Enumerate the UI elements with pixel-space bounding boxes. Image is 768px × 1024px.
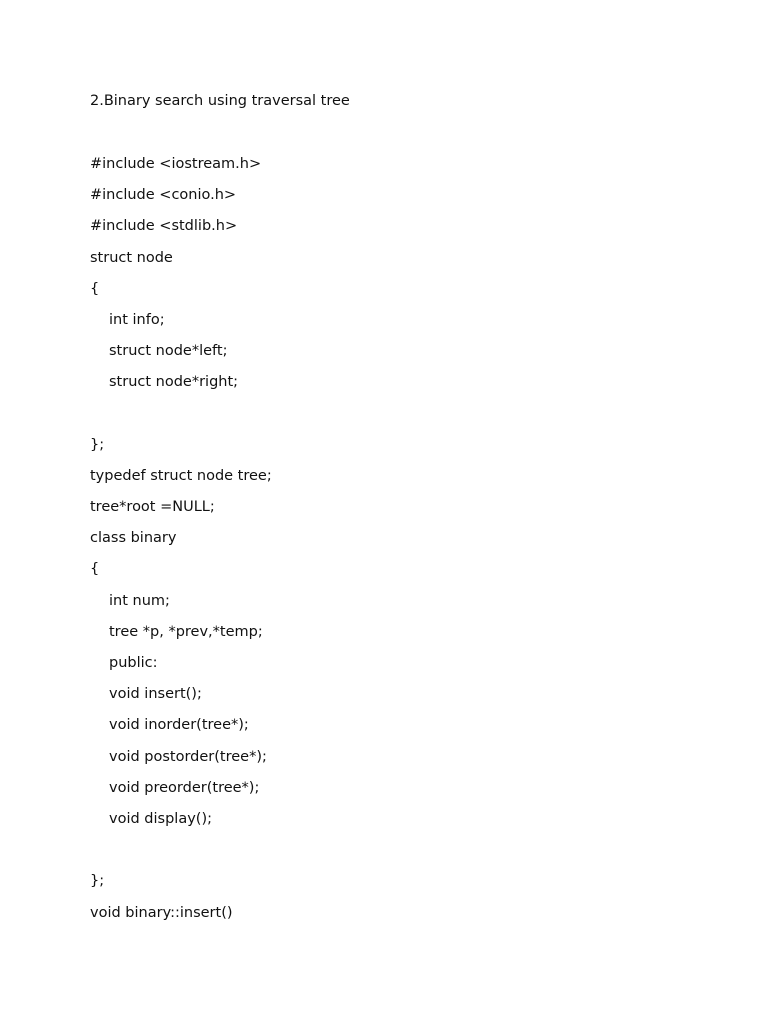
blank-line xyxy=(90,404,272,435)
code-line: tree *p, *prev,*temp; xyxy=(109,623,263,640)
code-line: void preorder(tree*); xyxy=(109,779,260,796)
code-line: struct node*left; xyxy=(109,343,228,360)
code-line: void inorder(tree*); xyxy=(109,717,249,734)
code-line: }; xyxy=(90,436,105,453)
code-line: void insert(); xyxy=(109,686,202,703)
code-line: }; xyxy=(90,873,105,890)
blank-line xyxy=(90,840,272,871)
code-line: void display(); xyxy=(109,810,212,827)
code-line: int info; xyxy=(109,311,165,328)
code-line: void postorder(tree*); xyxy=(109,748,267,765)
code-line: #include <iostream.h> xyxy=(90,156,262,172)
code-line: typedef struct node tree; xyxy=(90,467,272,484)
code-line: tree*root =NULL; xyxy=(90,499,215,516)
code-line: void binary::insert() xyxy=(90,904,233,921)
code-line: class binary xyxy=(90,530,177,547)
code-block xyxy=(90,154,272,934)
code-line: { xyxy=(90,561,100,578)
code-line: #include <conio.h> xyxy=(90,187,237,204)
code-line: int num; xyxy=(109,592,170,609)
code-line: struct node*right; xyxy=(109,374,239,391)
code-line: public: xyxy=(109,655,158,671)
code-line: #include <stdlib.h> xyxy=(90,218,238,235)
code-line: { xyxy=(90,280,100,297)
code-line: struct node xyxy=(90,249,173,266)
document-title: 2.Binary search using traversal tree xyxy=(90,93,350,109)
